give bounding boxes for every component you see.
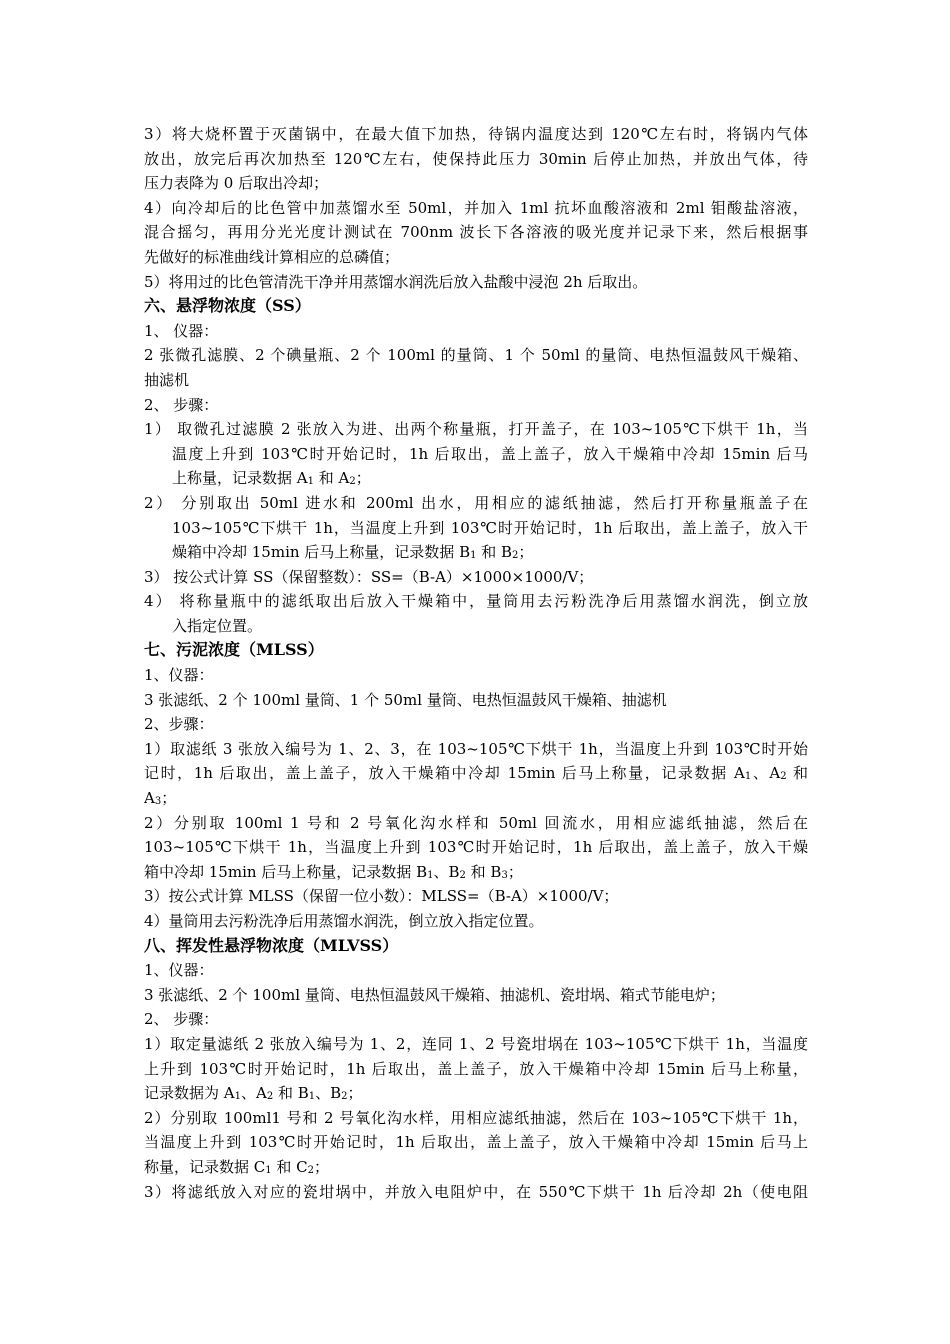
s5-step4-line2: 混合摇匀，再用分光光度计测试在 700nm 波长下各溶液的吸光度并记录下来，然后根据事 [144, 223, 808, 242]
s5-step5: 5）将用过的比色管清洗干净并用蒸馏水润洗后放入盐酸中浸泡 2h 后取出。 [144, 272, 648, 291]
s8-step2-line2: 当温度上升到 103℃时开始记时，1h 后取出，盖上盖子，放入干燥箱中冷却 15min 后马上 [144, 1133, 808, 1152]
s5-step3-line2: 放出，放完后再次加热至 120℃左右，使保持此压力 30min 后停止加热，并放出气体，待 [144, 149, 808, 168]
s6-step2-line2: 103~105℃下烘干 1h，当温度上升到 103℃时开始记时，1h 后取出，盖上盖子，放入干 [172, 518, 808, 537]
document-body [144, 122, 808, 1204]
s7-step2-line3: 箱中冷却 15min 后马上称量，记录数据 $B_1$、$B_2$ 和 $B_3$； [144, 862, 523, 881]
s8-step2-line3: 称量，记录数据 $C_1$ 和 $C_2$； [144, 1157, 330, 1176]
s6-step1-line2: 温度上升到 103℃时开始记时，1h 后取出，盖上盖子，放入干燥箱中冷却 15min 后马 [172, 444, 808, 463]
s6-steps-label: 2、 步骤： [144, 395, 219, 414]
s7-instruments: 3 张滤纸、2 个 100ml 量筒、1 个 50ml 量筒、电热恒温鼓风干燥箱、抽滤机 [144, 690, 667, 709]
s6-step3: 3） 按公式计算 SS（保留整数）：SS=（B-A）×1000×1000/V； [144, 567, 594, 586]
s8-step2-line1: 2）分别取 100ml1 号和 2 号氧化沟水样，用相应滤纸抽滤，然后在 103~105℃下烘干 1h， [144, 1108, 808, 1127]
s8-step1-line1: 1）取定量滤纸 2 张放入编号为 1、2，连同 1、2 号瓷坩埚在 103~105℃下烘干 1h，当温度 [144, 1034, 808, 1053]
s5-step4-line3: 先做好的标准曲线计算相应的总磷值； [144, 247, 400, 266]
s8-steps-label: 2、 步骤： [144, 1010, 219, 1029]
s7-step1-line3: $A_3$； [144, 789, 177, 808]
s6-step2-line1: 2） 分别取出 50ml 进水和 200ml 出水，用相应的滤纸抽滤，然后打开称量瓶盖子在 [144, 493, 808, 512]
s8-step3-line1: 3）将滤纸放入对应的瓷坩埚中，并放入电阻炉中，在 550℃下烘干 1h 后冷却 2h（使电阻 [144, 1182, 808, 1201]
s7-instruments-label: 1、仪器： [144, 666, 214, 685]
s5-step3-line1: 3）将大烧杯置于灭菌锅中，在最大值下加热，待锅内温度达到 120℃左右时，将锅内气体 [144, 125, 808, 143]
s7-step2-line2: 103~105℃下烘干 1h，当温度上升到 103℃时开始记时，1h 后取出，盖上盖子，放入干燥 [144, 838, 808, 857]
s6-instruments-label: 1、 仪器： [144, 321, 219, 340]
s5-step3-line3: 压力表降为 0 后取出冷却； [144, 174, 329, 193]
s7-step1-line1: 1）取滤纸 3 张放入编号为 1、2、3，在 103~105℃下烘干 1h，当温度上升到 103℃时开始 [144, 739, 808, 758]
s7-step3: 3）按公式计算 MLSS（保留一位小数）：MLSS=（B-A）×1000/V； [144, 887, 619, 906]
s6-step2-line3: 燥箱中冷却 15min 后马上称量，记录数据 $B_1$ 和 $B_2$； [172, 543, 534, 562]
section-7-heading: 七、污泥浓度（MLSS） [144, 640, 324, 660]
s7-steps-label: 2、步骤： [144, 715, 214, 734]
s6-step1-line1: 1） 取微孔过滤膜 2 张放入为进、出两个称量瓶，打开盖子，在 103~105℃下烘干 1h，当 [144, 420, 808, 439]
section-8-heading: 八、挥发性悬浮物浓度（MLVSS） [144, 935, 399, 955]
section-6-heading: 六、悬浮物浓度（SS） [144, 296, 311, 316]
s6-step1-line3: 上称量，记录数据 $A_1$ 和 $A_2$； [172, 469, 371, 488]
s6-step4-line1: 4） 将称量瓶中的滤纸取出后放入干燥箱中，量筒用去污粉洗净后用蒸馏水润洗，倒立放 [144, 592, 808, 611]
s6-instruments-line2: 抽滤机 [144, 370, 190, 389]
s7-step2-line1: 2）分别取 100ml 1 号和 2 号氧化沟水样和 50ml 回流水，用相应滤纸抽滤，然后在 [144, 813, 808, 832]
s5-step4-line1: 4）向冷却后的比色管中加蒸馏水至 50ml，并加入 1ml 抗坏血酸溶液和 2ml 钼酸盐溶液， [144, 198, 808, 217]
s8-instruments-label: 1、仪器： [144, 961, 214, 980]
s8-step1-line2: 上升到 103℃时开始记时，1h 后取出，盖上盖子，放入干燥箱中冷却 15min 后马上称量， [144, 1059, 808, 1078]
s8-step1-line3: 记录数据为 $A_1$、$A_2$ 和 $B_1$、$B_2$； [144, 1084, 363, 1103]
s7-step4: 4）量筒用去污粉洗净后用蒸馏水润洗，倒立放入指定位置。 [144, 912, 544, 930]
s6-step4-line2: 入指定位置。 [172, 616, 263, 635]
s7-step1-line2: 记时，1h 后取出，盖上盖子，放入干燥箱中冷却 15min 后马上称量，记录数据 $A_1$、$A_2$ 和 [144, 764, 808, 783]
s6-instruments-line1: 2 张微孔滤膜、2 个碘量瓶、2 个 100ml 的量筒、1 个 50ml 的量筒、电热恒温鼓风干燥箱、 [144, 346, 808, 365]
s8-instruments: 3 张滤纸、2 个 100ml 量筒、电热恒温鼓风干燥箱、抽滤机、瓷坩埚、箱式节能电炉； [144, 985, 725, 1004]
